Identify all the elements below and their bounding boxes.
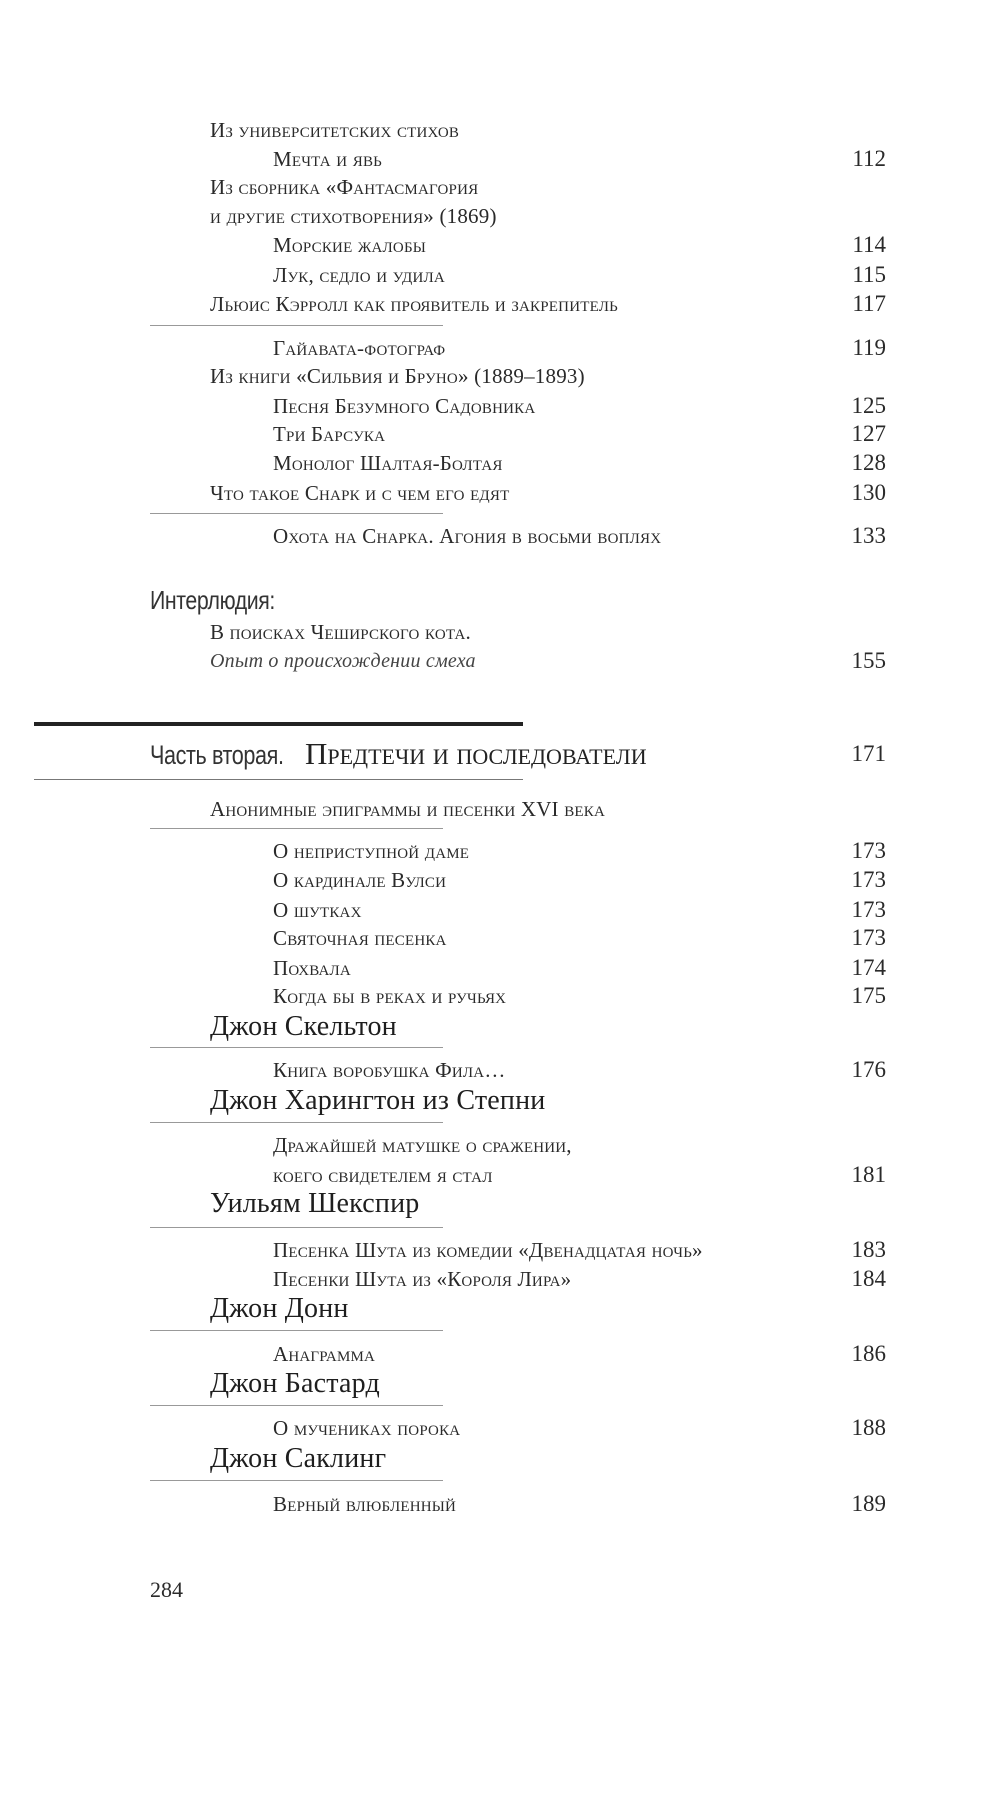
toc-entry[interactable] [0, 895, 1000, 925]
toc-entry[interactable] [0, 923, 1000, 953]
toc-entry[interactable] [0, 953, 1000, 983]
part-title: Предтечи и последователи [305, 736, 647, 771]
toc-entry[interactable] [0, 419, 1000, 449]
toc-author-heading[interactable] [0, 1294, 1000, 1324]
toc-entry[interactable] [0, 1160, 1000, 1190]
part-label: Часть вторая. [150, 740, 284, 770]
toc-entry[interactable] [0, 172, 1000, 202]
entry-title: Песенки Шута из «Короля Лира» [273, 1267, 572, 1291]
entry-title: Похвала [273, 956, 351, 980]
toc-entry[interactable] [0, 260, 1000, 290]
entry-title: Опыт о происхождении смеха [210, 650, 476, 672]
entry-title: Джон Скельтон [210, 1011, 397, 1042]
entry-page-number: 125 [851, 393, 886, 418]
part-heading[interactable] [150, 736, 1000, 772]
entry-title: Джон Бастард [210, 1368, 380, 1399]
divider-line [34, 779, 523, 780]
divider-line [150, 1227, 443, 1228]
toc-entry[interactable] [0, 1489, 1000, 1519]
toc-entry[interactable] [0, 201, 1000, 231]
part-page-number: 171 [851, 741, 886, 766]
entry-page-number: 174 [851, 955, 886, 980]
toc-entry[interactable] [0, 1339, 1000, 1369]
entry-title: Из университетских стихов [210, 118, 460, 142]
toc-author-heading[interactable] [0, 1369, 1000, 1399]
toc-entry[interactable] [0, 230, 1000, 260]
entry-title: О кардинале Вулси [273, 868, 447, 892]
toc-author-heading[interactable] [0, 1189, 1000, 1219]
toc-entry[interactable] [0, 144, 1000, 174]
part-divider-thick [34, 722, 523, 726]
toc-entry[interactable] [0, 981, 1000, 1011]
entry-page-number: 127 [851, 421, 886, 446]
entry-title: Что такое Снарк и с чем его едят [210, 481, 510, 505]
entry-title: Морские жалобы [273, 233, 427, 257]
entry-title: Анаграмма [273, 1342, 376, 1366]
toc-entry[interactable] [0, 448, 1000, 478]
toc-entry[interactable] [0, 115, 1000, 145]
toc-entry[interactable] [0, 391, 1000, 421]
entry-title: О мучениках порока [273, 1416, 461, 1440]
entry-title: Уильям Шекспир [210, 1188, 420, 1219]
divider-line [150, 513, 443, 514]
toc-entry[interactable] [0, 1055, 1000, 1085]
entry-page-number: 112 [852, 146, 886, 171]
entry-page-number: 175 [851, 983, 886, 1008]
entry-title: Анонимные эпиграммы и песенки XVI века [210, 797, 606, 821]
entry-page-number: 115 [852, 262, 886, 287]
toc-entry[interactable] [0, 1130, 1000, 1160]
entry-title: Джон Харингтон из Степни [210, 1085, 546, 1116]
entry-title: Песенка Шута из комедии «Двенадцатая ночь» [273, 1238, 703, 1262]
toc-entry[interactable] [0, 333, 1000, 363]
entry-page-number: 114 [852, 232, 886, 257]
entry-title: Джон Донн [210, 1293, 349, 1324]
toc-entry[interactable] [0, 585, 1000, 615]
entry-page-number: 186 [851, 1341, 886, 1366]
entry-title: Книга воробушка Фила… [273, 1058, 506, 1082]
toc-entry[interactable] [0, 289, 1000, 319]
toc-entry[interactable] [0, 646, 1000, 676]
entry-title: О неприступной даме [273, 839, 470, 863]
entry-title: Верный влюбленный [273, 1492, 457, 1516]
entry-page-number: 184 [851, 1266, 886, 1291]
entry-title: Три Барсука [273, 422, 386, 446]
toc-entry[interactable] [0, 478, 1000, 508]
toc-entry[interactable] [0, 521, 1000, 551]
entry-title: Из книги «Сильвия и Бруно» (1889–1893) [210, 364, 585, 388]
entry-title: Дражайшей матушке о сражении, [273, 1133, 572, 1157]
entry-title: О шутках [273, 898, 362, 922]
entry-title: Мечта и явь [273, 147, 382, 171]
divider-line [150, 1047, 443, 1048]
divider-line [150, 325, 443, 326]
entry-title: Песня Безумного Садовника [273, 394, 536, 418]
toc-author-heading[interactable] [0, 1012, 1000, 1042]
entry-page-number: 155 [851, 648, 886, 673]
divider-line [150, 828, 443, 829]
entry-title: Гайавата-фотограф [273, 336, 446, 360]
entry-title: Из сборника «Фантасмагория [210, 175, 479, 199]
entry-page-number: 119 [852, 335, 886, 360]
entry-page-number: 176 [851, 1057, 886, 1082]
divider-line [150, 1122, 443, 1123]
entry-page-number: 130 [851, 480, 886, 505]
toc-entry[interactable] [0, 617, 1000, 647]
entry-page-number: 173 [851, 925, 886, 950]
entry-title: Когда бы в реках и ручьях [273, 984, 507, 1008]
entry-page-number: 173 [851, 838, 886, 863]
page-folio: 284 [150, 1577, 183, 1602]
entry-page-number: 189 [851, 1491, 886, 1516]
entry-page-number: 181 [851, 1162, 886, 1187]
entry-title: Лук, седло и удила [273, 263, 445, 287]
toc-entry[interactable] [0, 794, 1000, 824]
divider-line [150, 1330, 443, 1331]
entry-page-number: 183 [851, 1237, 886, 1262]
entry-page-number: 173 [851, 867, 886, 892]
entry-title: и другие стихотворения» (1869) [210, 204, 497, 228]
entry-title: Охота на Снарка. Агония в восьми воплях [273, 524, 662, 548]
entry-page-number: 117 [852, 291, 886, 316]
entry-title: Монолог Шалтая-Болтая [273, 451, 503, 475]
entry-page-number: 188 [851, 1415, 886, 1440]
divider-line [150, 1480, 443, 1481]
entry-title: Интерлюдия: [150, 585, 275, 615]
entry-title: В поисках Чеширского кота. [210, 620, 471, 644]
entry-page-number: 128 [851, 450, 886, 475]
entry-page-number: 173 [851, 897, 886, 922]
toc-entry[interactable] [0, 1264, 1000, 1294]
toc-entry[interactable] [0, 1235, 1000, 1265]
entry-page-number: 133 [851, 523, 886, 548]
toc-author-heading[interactable] [0, 1086, 1000, 1116]
entry-title: Святочная песенка [273, 926, 447, 950]
entry-title: коего свидетелем я стал [273, 1163, 493, 1187]
toc-entry[interactable] [0, 1413, 1000, 1443]
entry-title: Джон Саклинг [210, 1443, 387, 1474]
entry-title: Льюис Кэрролл как проявитель и закрепитель [210, 292, 618, 316]
divider-line [150, 1405, 443, 1406]
toc-entry[interactable] [0, 865, 1000, 895]
toc-author-heading[interactable] [0, 1444, 1000, 1474]
toc-entry[interactable] [0, 836, 1000, 866]
toc-entry[interactable] [0, 361, 1000, 391]
